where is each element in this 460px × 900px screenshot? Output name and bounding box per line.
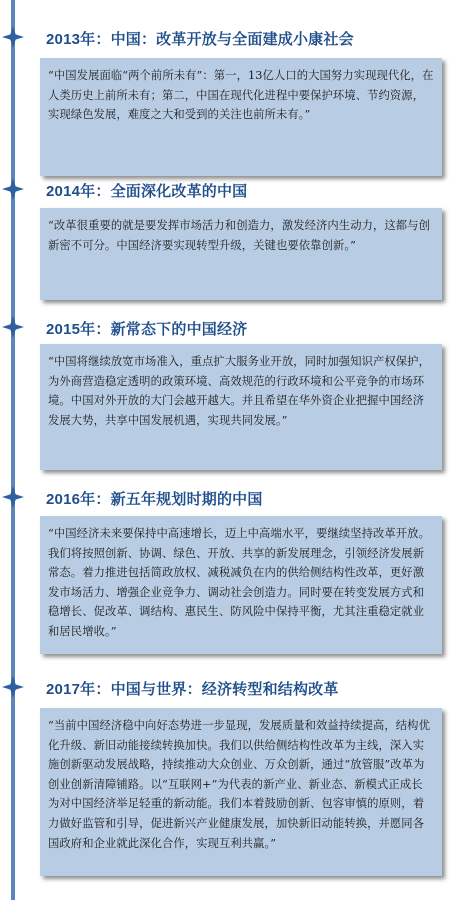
timeline-node-icon bbox=[2, 178, 24, 200]
entry-year: 2015年 bbox=[46, 321, 96, 338]
entry-heading bbox=[46, 28, 354, 49]
entry-title: ：全面深化改革的中国 bbox=[95, 182, 248, 200]
entry-heading bbox=[46, 678, 339, 699]
timeline-axis bbox=[11, 0, 15, 900]
quote-text: “中国经济未来要保持中高速增长，迈上中高端水平，要继续坚持改革开放。我们将按照创新、协调、绿色、开放、共享的新发展理念，引领经济发展新常态。着力推进包括简政放权、减税减负在内的供给侧结构性改革，更好激发市场活力、增强企业竞争力、调动社会创造力。同时要在转变发展方式和稳增长、促改革、调结构、惠民生、防风险中保持平衡，尤其注重稳定就业和居民增收。” bbox=[48, 527, 430, 638]
quote-box bbox=[40, 208, 442, 300]
quote-box bbox=[40, 708, 442, 876]
timeline-node-icon bbox=[2, 26, 24, 48]
timeline-node-icon bbox=[2, 316, 24, 338]
entry-title: ：中国与世界：经济转型和结构改革 bbox=[95, 680, 339, 698]
quote-box bbox=[40, 58, 442, 176]
quote-box bbox=[40, 516, 442, 654]
entry-heading bbox=[46, 318, 247, 339]
timeline-node-icon bbox=[2, 486, 24, 508]
entry-year: 2014年 bbox=[46, 183, 96, 200]
entry-heading bbox=[46, 180, 247, 201]
entry-year: 2017年 bbox=[46, 681, 96, 698]
quote-text: “改革很重要的就是要发挥市场活力和创造力，激发经济内生动力，这都与创新密不可分。中国经济要实现转型升级，关键也要依靠创新。” bbox=[48, 219, 430, 252]
entry-title: ：中国：改革开放与全面建成小康社会 bbox=[95, 30, 354, 48]
quote-text: “中国发展面临“两个前所未有”：第一，13亿人口的大国努力实现现代化，在人类历史上前所未有；第二，中国在现代化进程中要保护环境、节约资源，实现绿色发展，难度之大和受到的关注也前所未有。” bbox=[48, 69, 434, 122]
entry-heading bbox=[46, 488, 263, 509]
entry-year: 2016年 bbox=[46, 491, 96, 508]
timeline-node-icon bbox=[2, 676, 24, 698]
quote-text: “中国将继续放宽市场准入，重点扩大服务业开放，同时加强知识产权保护，为外商营造稳定透明的政策环境、高效规范的行政环境和公平竞争的市场环境。中国对外开放的大门会越开越大。并且希望在华外资企业把握中国经济发展大势，共享中国发展机遇，实现共同发展。” bbox=[48, 355, 430, 427]
entry-title: ：新常态下的中国经济 bbox=[95, 320, 248, 338]
entry-title: ：新五年规划时期的中国 bbox=[95, 490, 263, 508]
quote-text: “当前中国经济稳中向好态势进一步显现，发展质量和效益持续提高，结构优化升级、新旧动能接续转换加快。我们以供给侧结构性改革为主线，深入实施创新驱动发展战略，持续推动大众创业、万众创新，通过“放管服”改革为创业创新清障铺路。以“互联网+”为代表的新产业、新业态、新模式正成长为对中国经济举足轻重的新动能。我们本着鼓励创新、包容审慎的原则，着力做好监管和引导，促进新兴产业健康发展，加快新旧动能转换，并愿同各国政府和企业就此深化合作，实现互利共赢。” bbox=[48, 719, 430, 850]
entry-year: 2013年 bbox=[46, 31, 96, 48]
quote-box bbox=[40, 344, 442, 470]
